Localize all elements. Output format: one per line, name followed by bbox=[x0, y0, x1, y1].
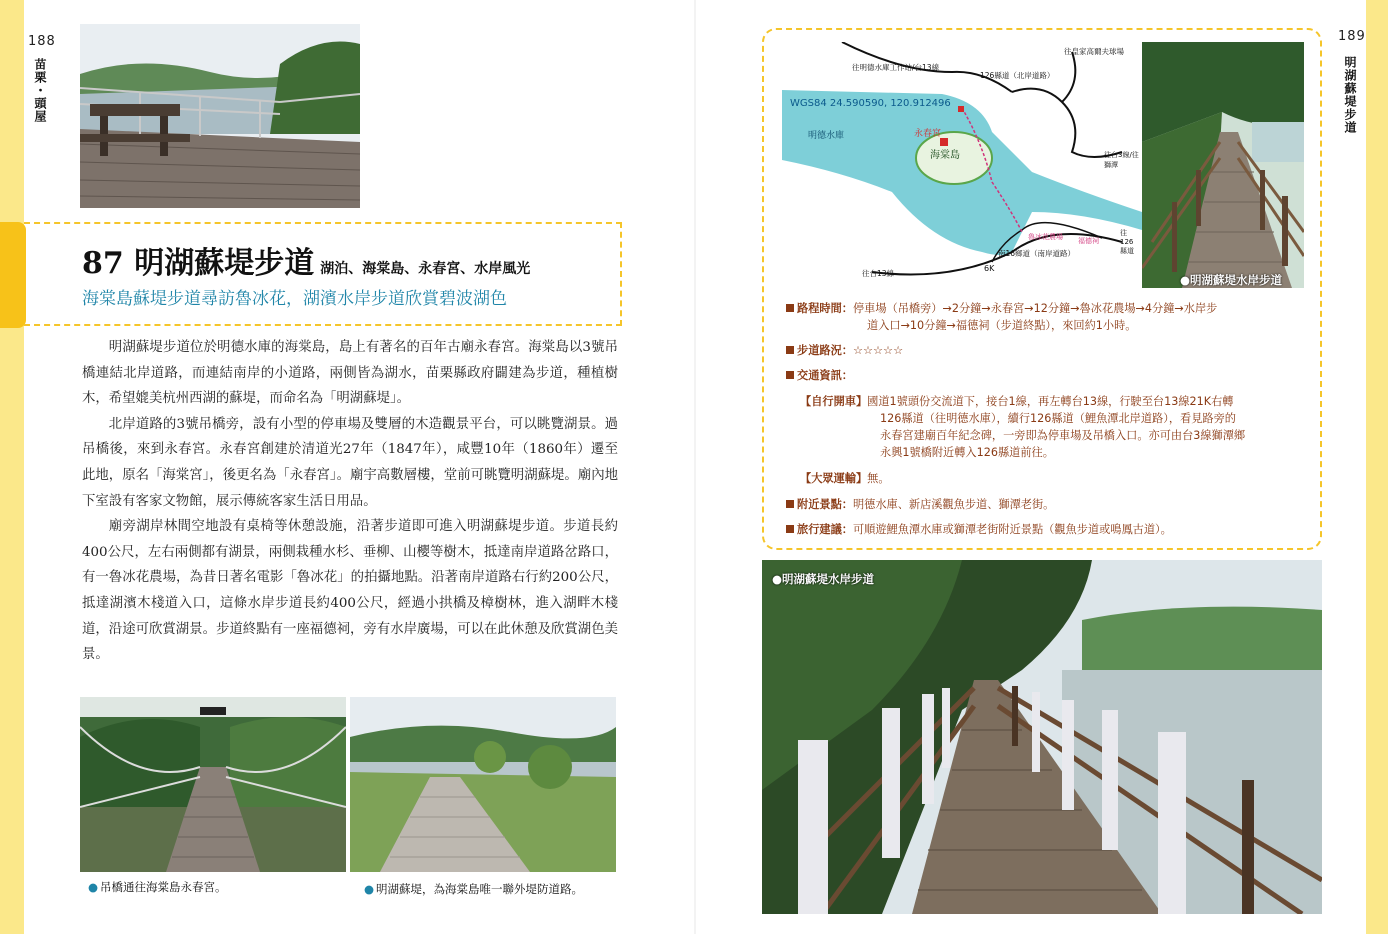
waterfront-trail-small-photo bbox=[1142, 42, 1304, 288]
map-coords: WGS84 24.590590, 120.912496 bbox=[790, 98, 951, 109]
route-line-1: 停車場（吊橋旁）→2分鐘→永春宮→12分鐘→魯冰花農場→4分鐘→水岸步 bbox=[852, 302, 1218, 315]
car-line-2: 126縣道（往明德水庫），續行126縣道（鯉魚潭北岸道路），看見路旁的 bbox=[880, 412, 1236, 425]
right-page-number: 189 bbox=[1338, 29, 1366, 44]
car-line-3: 永春宮建廟百年紀念碑，一旁即為停車場及吊橋入口。亦可由台3線獅潭鄉 bbox=[880, 429, 1246, 442]
bullet-square-icon bbox=[786, 500, 794, 508]
article-number-title: 87 明湖蘇堤步道 bbox=[82, 246, 315, 281]
condition-stars: ☆☆☆☆☆ bbox=[852, 344, 904, 357]
map-label-camp: 往皇家高爾夫球場 bbox=[1064, 47, 1124, 56]
car-line-4: 永興1號橋附近轉入126縣道前往。 bbox=[880, 446, 1054, 459]
paragraph: 明湖蘇堤步道位於明德水庫的海棠島，島上有著名的百年古廟永春宮。海棠島以3號吊橋連結北岸道路，而連結南岸的小道路，兩側皆為湖水，苗栗縣政府闢建為步道，種植樹木，希望媲美杭州西湖的蘇堤，而命名為「明湖蘇堤」。 bbox=[82, 340, 618, 407]
map-label-tai13: 往台13線 bbox=[862, 269, 895, 278]
causeway-caption-text: 明湖蘇堤，為海棠島唯一聯外堤防道路。 bbox=[376, 882, 584, 896]
map-label-tai3: 往台3線/往獅潭 bbox=[1104, 151, 1139, 169]
article-keywords: 湖泊、海棠島、永春宮、水岸風光 bbox=[320, 261, 531, 277]
map-label-south-road: 南16鄉道（南岸道路） bbox=[998, 249, 1076, 258]
bullet-square-icon bbox=[786, 304, 794, 312]
small-photo-caption: ●明湖蘇堤水岸步道 bbox=[1180, 273, 1283, 287]
car-label: 【自行開車】 bbox=[800, 395, 868, 408]
trail-map bbox=[782, 42, 1142, 288]
advice-value: 可順遊鯉魚潭水庫或獅潭老街附近景點（觀魚步道或鳴鳳古道）。 bbox=[852, 523, 1172, 536]
causeway-photo-caption bbox=[364, 881, 583, 897]
map-label-fude: 福德祠 bbox=[1078, 237, 1099, 245]
article-title bbox=[82, 238, 530, 282]
bus-label: 【大眾運輸】 bbox=[800, 472, 868, 485]
bullet-dot-icon: ● bbox=[88, 880, 99, 894]
chapter-tab bbox=[0, 222, 26, 328]
large-photo-caption-text: 明湖蘇堤水岸步道 bbox=[782, 572, 875, 586]
bullet-square-icon bbox=[786, 346, 794, 354]
map-label-county-road: 126縣道（北岸道路） bbox=[980, 71, 1055, 80]
large-photo-caption: ●明湖蘇堤水岸步道 bbox=[772, 572, 875, 586]
map-label-temple: 永春宮 bbox=[914, 129, 942, 139]
map-label-workstation: 往明德水庫工作站/台13線 bbox=[852, 63, 940, 72]
paragraph: 廟旁湖岸林間空地設有桌椅等休憩設施，沿著步道即可進入明湖蘇堤步道。步道長約400公尺，左右兩側都有湖景，兩側栽種水杉、垂柳、山櫻等樹木，抵達南岸道路岔路口，有一魯冰花農場，為昔日著名電影「魯冰花」的拍攝地點。沿著南岸道路右行約200公尺，抵達湖濱木棧道入口，這條水岸步道長約400公尺，經過小拱橋及樟樹林，進入湖畔木棧道，沿途可欣賞湖景。步道終點有一座福德祠，旁有水岸廣場，可以在此休憩及欣賞湖色美景。 bbox=[82, 519, 618, 663]
left-edge-bar bbox=[0, 0, 24, 934]
nearby-label: 附近景點： bbox=[797, 498, 853, 511]
bullet-square-icon bbox=[786, 371, 794, 379]
paragraph: 北岸道路的3號吊橋旁，設有小型的停車場及雙層的木造觀景平台，可以眺覽湖景。過吊橋後，來到永春宮。永春宮創建於清道光27年（1847年），咸豐10年（1860年）遷至此地，原名「海棠宮」，後更名為「永春宮」。廟宇高數層樓，堂前可眺覽明湖蘇堤。廟內地下室設有客家文物館，展示傳統客家生活日用品。 bbox=[82, 416, 618, 509]
deck-platform-photo bbox=[80, 24, 360, 208]
route-line-2: 道入口→10分鐘→福德祠（步道終點），來回約1小時。 bbox=[867, 319, 1137, 332]
right-section-label: 明湖蘇堤步道 bbox=[1343, 56, 1357, 134]
nearby-value: 明德水庫、新店溪觀魚步道、獅潭老街。 bbox=[852, 498, 1055, 511]
bullet-dot-icon: ● bbox=[364, 882, 375, 896]
map-label-lupine: 魯冰花農場 bbox=[1028, 233, 1063, 241]
article-body bbox=[82, 335, 618, 668]
suspension-bridge-photo bbox=[80, 697, 346, 872]
trail-info bbox=[786, 300, 1308, 538]
bus-value: 無。 bbox=[867, 472, 890, 485]
causeway-photo bbox=[350, 697, 616, 872]
map-label-island: 海棠島 bbox=[930, 150, 960, 161]
left-section-label: 苗栗・頭屋 bbox=[33, 58, 47, 123]
page-gutter bbox=[694, 0, 696, 934]
small-photo-caption-text: 明湖蘇堤水岸步道 bbox=[1190, 273, 1283, 287]
right-edge-bar bbox=[1366, 0, 1388, 934]
bridge-caption-text: 吊橋通往海棠島永春宮。 bbox=[100, 880, 227, 894]
bullet-square-icon bbox=[786, 525, 794, 533]
article-tagline: 海棠島蘇堤步道尋訪魯冰花，湖濱水岸步道欣賞碧波湖色 bbox=[82, 289, 507, 309]
condition-label: 步道路況： bbox=[797, 344, 853, 357]
transport-label: 交通資訊： bbox=[797, 369, 853, 382]
left-page-number: 188 bbox=[28, 34, 56, 49]
advice-label: 旅行建議： bbox=[797, 523, 853, 536]
route-label: 路程時間： bbox=[797, 302, 853, 315]
map-label-reservoir: 明德水庫 bbox=[808, 131, 845, 141]
car-line-1: 國道1號頭份交流道下，接台1線，再左轉台13線，行駛至台13線21K右轉 bbox=[867, 395, 1234, 408]
waterfront-trail-large-photo bbox=[762, 560, 1322, 914]
bridge-photo-caption bbox=[88, 879, 227, 895]
map-label-km: 6K bbox=[984, 264, 995, 273]
map-label-county-126: 往126縣道 bbox=[1120, 229, 1134, 255]
